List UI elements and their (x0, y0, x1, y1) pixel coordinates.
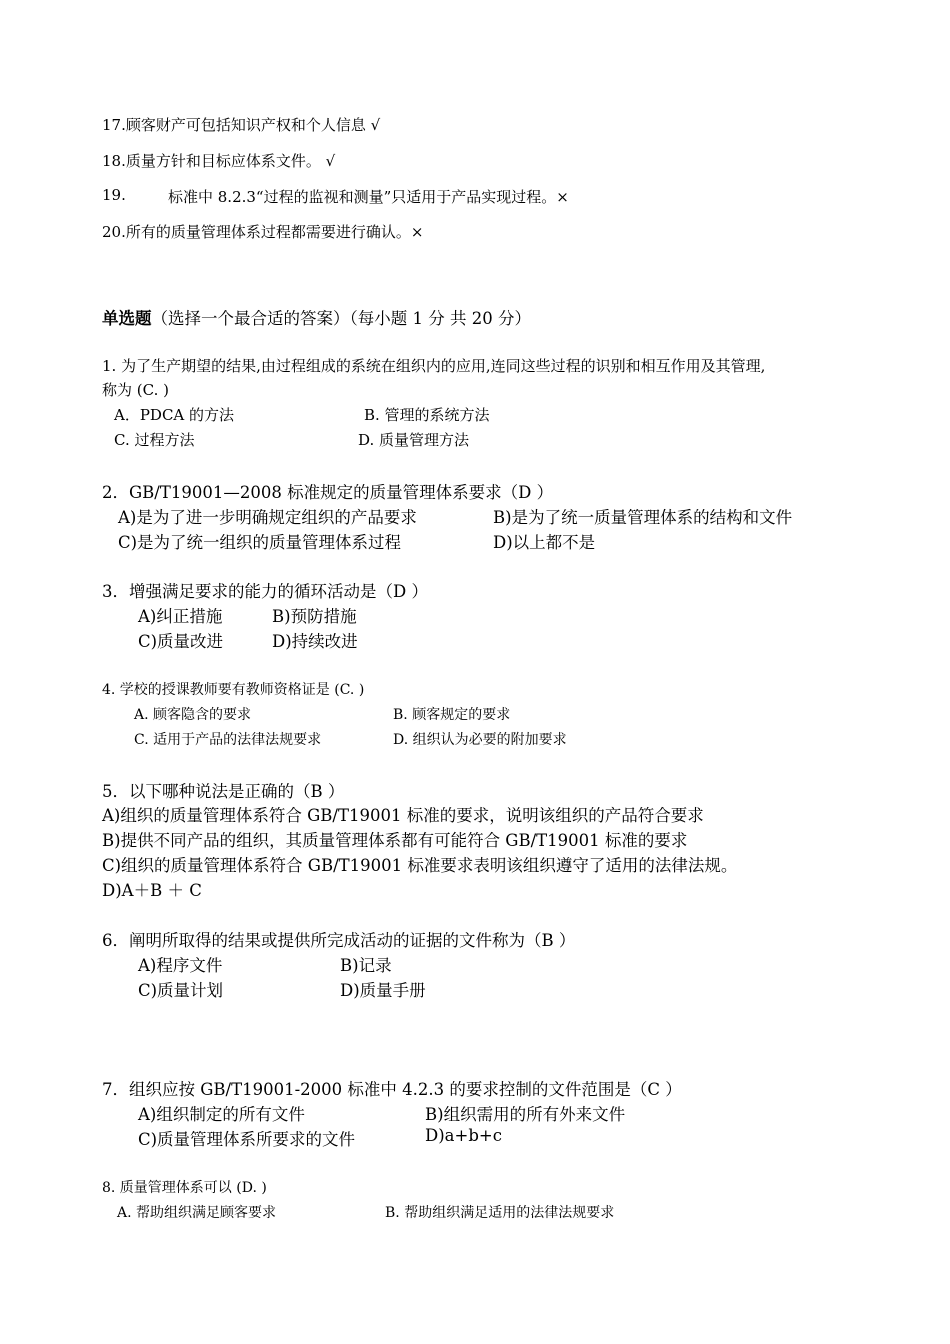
question-6-option-a: A)程序文件 (138, 956, 223, 975)
question-6-option-b: B)记录 (340, 956, 392, 975)
question-5-option-c: C)组织的质量管理体系符合 GB/T19001 标准要求表明该组织遵守了适用的法律法规。 (102, 856, 738, 875)
question-6-option-c: C)质量计划 (138, 981, 224, 1000)
question-1-stem-line2: 称为 (C. ) (102, 381, 169, 399)
question-3-option-d: D)持续改进 (272, 632, 358, 651)
section-heading-rest: （选择一个最合适的答案）（每小题 1 分 共 20 分） (151, 309, 531, 328)
question-5-option-b: B)提供不同产品的组织，其质量管理体系都有可能符合 GB/T19001 标准的要求 (102, 831, 688, 850)
section-heading-bold: 单选题 (102, 309, 152, 328)
question-7-stem: 7．组织应按 GB/T19001-2000 标准中 4.2.3 的要求控制的文件范围是（C ） (102, 1080, 682, 1099)
judgement-item-19-text: 标准中 8.2.3“过程的监视和测量”只适用于产品实现过程。× (168, 188, 569, 206)
question-4-option-a: A. 顾客隐含的要求 (134, 707, 252, 723)
question-8-stem: 8. 质量管理体系可以 (D. ) (102, 1180, 267, 1196)
question-4-option-c: C. 适用于产品的法律法规要求 (134, 732, 322, 748)
question-7-option-b: B)组织需用的所有外来文件 (425, 1105, 626, 1124)
judgement-item-17: 17.顾客财产可包括知识产权和个人信息 √ (102, 116, 381, 134)
question-5-option-a: A)组织的质量管理体系符合 GB/T19001 标准的要求，说明该组织的产品符合要求 (102, 806, 704, 825)
question-2-option-d: D)以上都不是 (493, 533, 596, 552)
question-1-option-c: C. 过程方法 (114, 431, 195, 449)
judgement-item-18: 18.质量方针和目标应体系文件。 √ (102, 152, 336, 170)
question-1-option-a: A．PDCA 的方法 (114, 406, 235, 424)
question-4-option-d: D. 组织认为必要的附加要求 (393, 732, 567, 748)
question-7-option-c: C)质量管理体系所要求的文件 (138, 1130, 356, 1149)
question-2-option-c: C)是为了统一组织的质量管理体系过程 (118, 533, 402, 552)
question-5-option-d: D)A＋B ＋ C (102, 881, 202, 900)
question-3-stem: 3．增强满足要求的能力的循环活动是（D ） (102, 582, 428, 601)
question-7-option-a: A)组织制定的所有文件 (138, 1105, 305, 1124)
question-4-option-b: B. 顾客规定的要求 (393, 707, 511, 723)
question-2-option-a: A)是为了进一步明确规定组织的产品要求 (118, 508, 417, 527)
judgement-item-19-number: 19. (102, 186, 126, 204)
question-3-option-b: B)预防措施 (272, 607, 357, 626)
question-1-stem-line1: 1. 为了生产期望的结果,由过程组成的系统在组织内的应用,连同这些过程的识别和相互作用及其管理, (102, 357, 766, 375)
question-2-stem: 2．GB/T19001—2008 标准规定的质量管理体系要求（D ） (102, 483, 554, 502)
question-3-option-a: A)纠正措施 (138, 607, 223, 626)
question-2-option-b: B)是为了统一质量管理体系的结构和文件 (493, 508, 793, 527)
question-1-option-d: D. 质量管理方法 (358, 431, 470, 449)
judgement-item-20: 20.所有的质量管理体系过程都需要进行确认。× (102, 223, 424, 241)
question-6-option-d: D)质量手册 (340, 981, 426, 1000)
question-8-option-a: A. 帮助组织满足顾客要求 (117, 1205, 277, 1221)
question-5-stem: 5．以下哪种说法是正确的（B ） (102, 782, 345, 801)
question-8-option-b: B. 帮助组织满足适用的法律法规要求 (385, 1205, 615, 1221)
section-heading (102, 305, 531, 329)
question-7-option-d: D)a+b+c (425, 1126, 502, 1145)
question-1-option-b: B. 管理的系统方法 (364, 406, 490, 424)
question-6-stem: 6．阐明所取得的结果或提供所完成活动的证据的文件称为（B ） (102, 931, 576, 950)
question-4-stem: 4. 学校的授课教师要有教师资格证是 (C. ) (102, 682, 365, 698)
question-3-option-c: C)质量改进 (138, 632, 224, 651)
